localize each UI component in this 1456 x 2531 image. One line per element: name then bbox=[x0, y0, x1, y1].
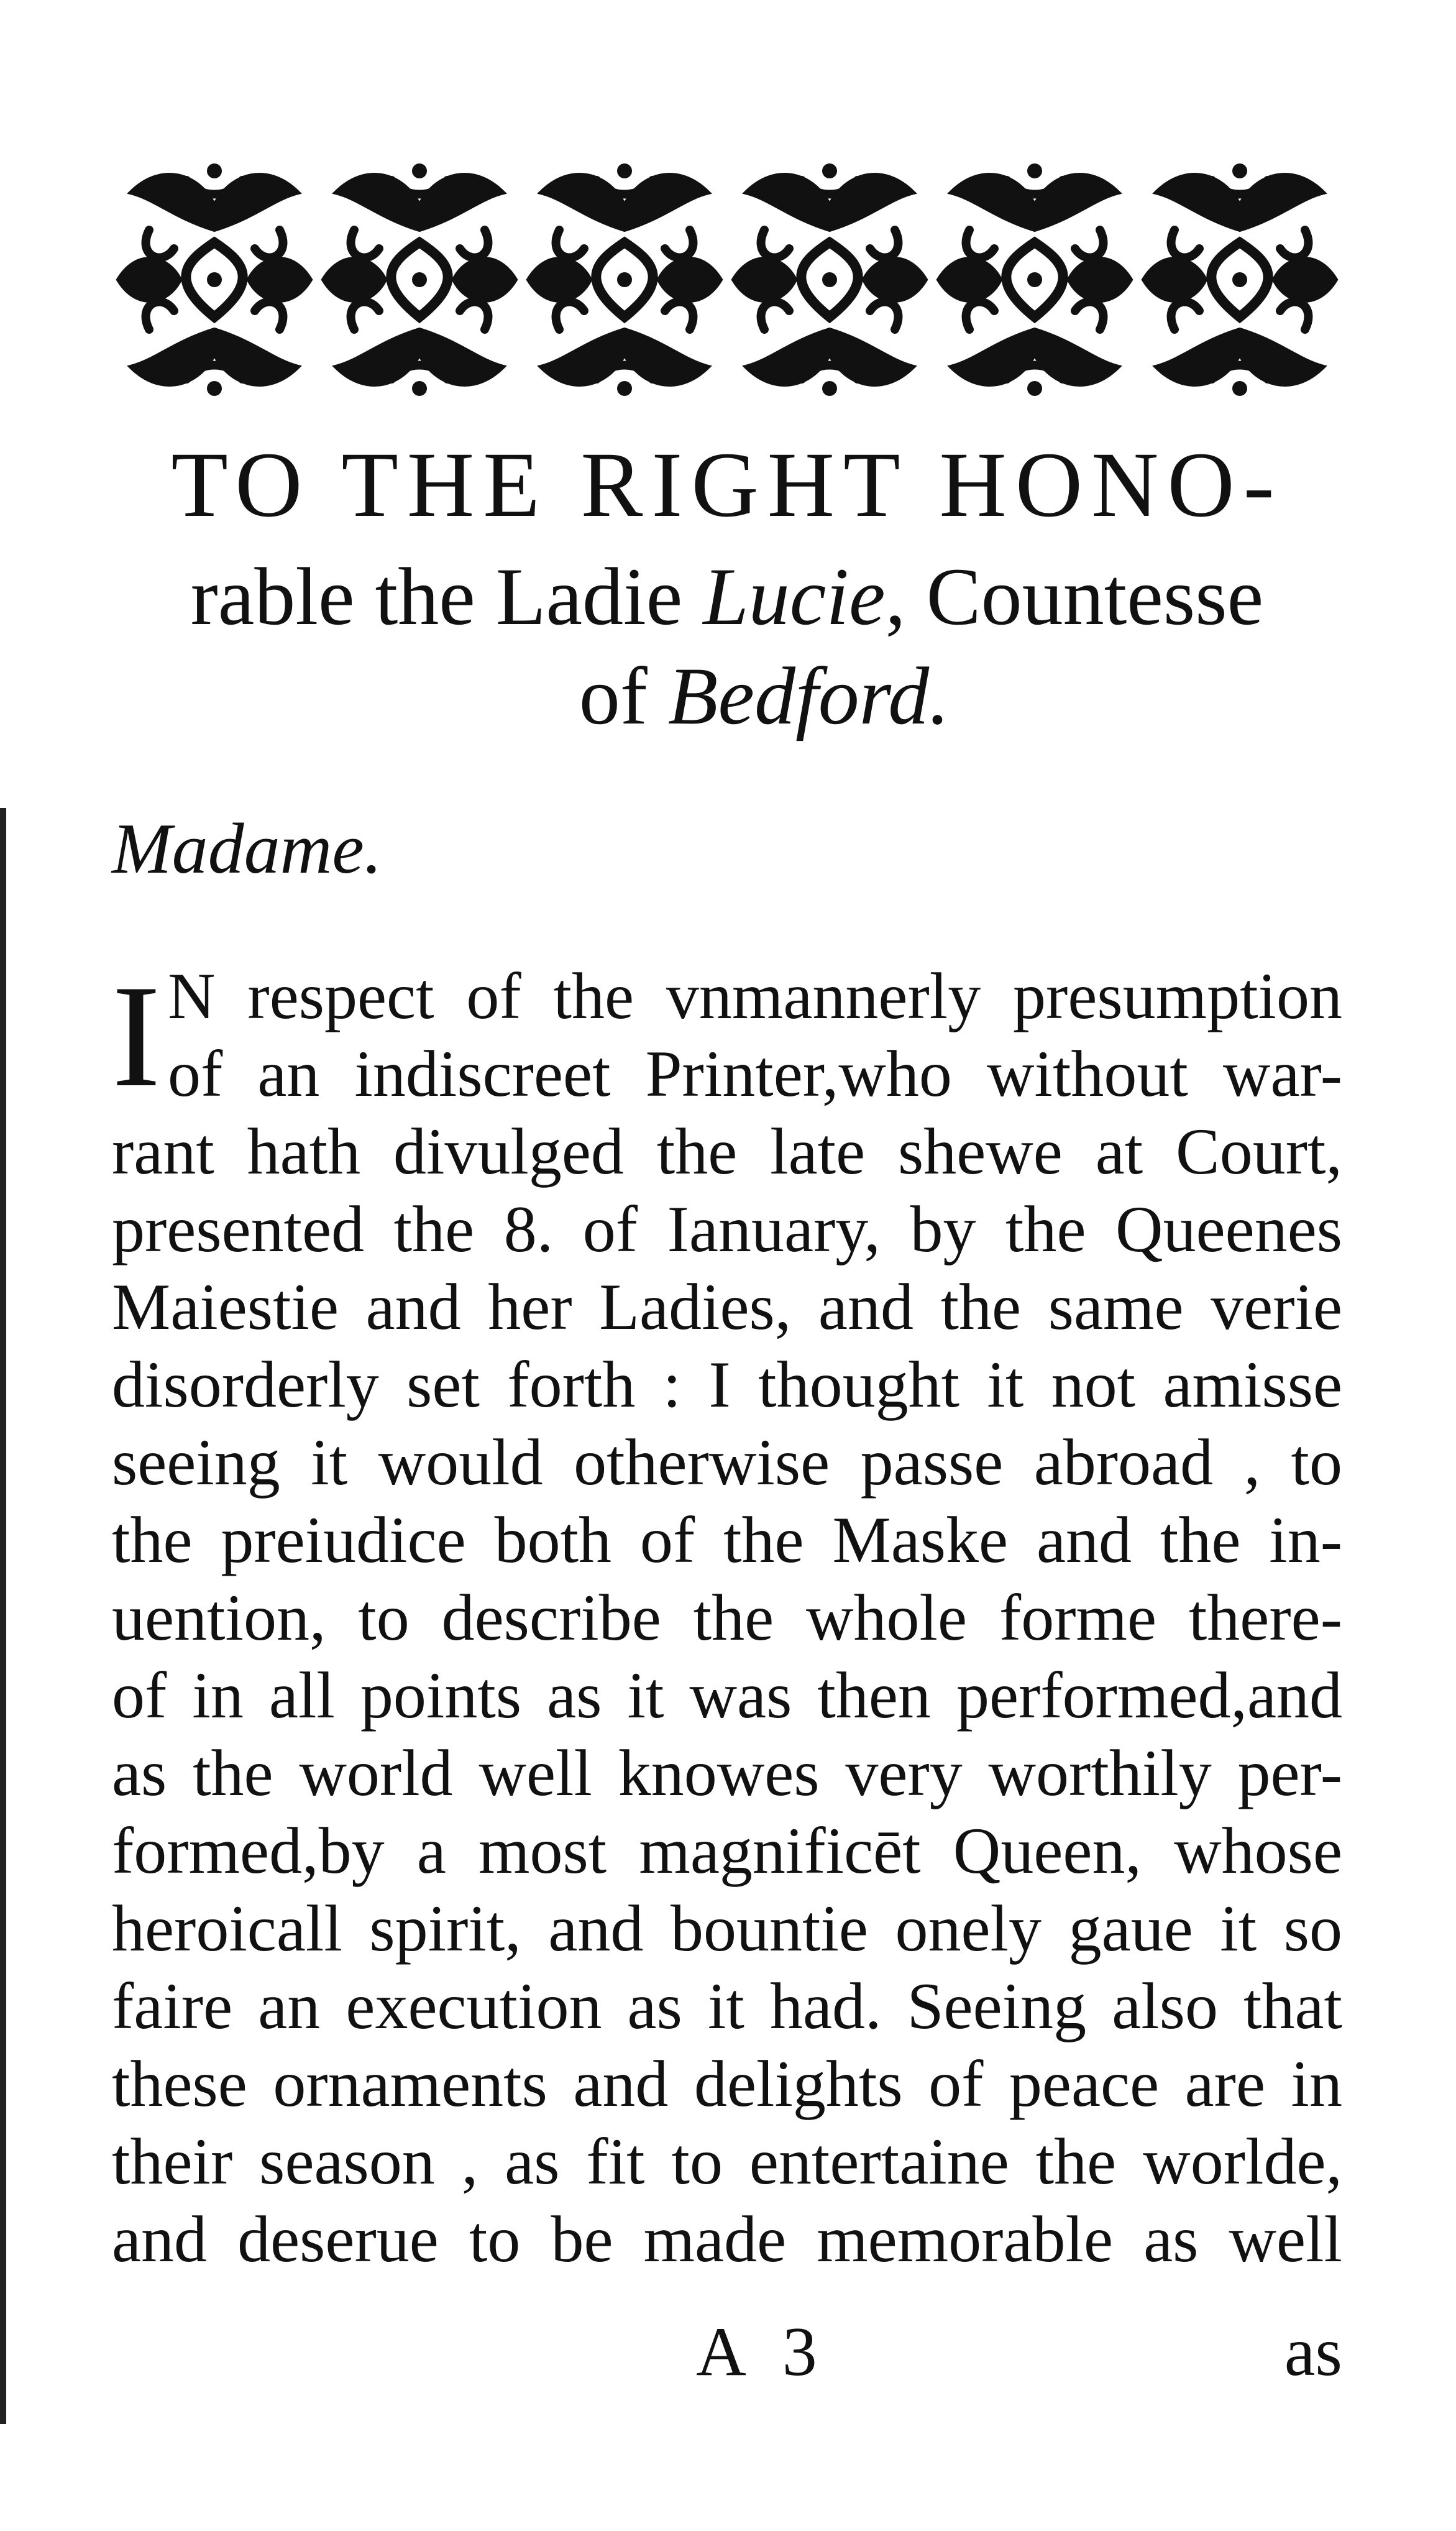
body-line: and deserue to be made memorable as well bbox=[112, 2203, 1342, 2276]
body-line: as the world well knowes very worthily per- bbox=[112, 1737, 1342, 1809]
body-line: these ornaments and delights of peace are in bbox=[112, 2047, 1342, 2120]
body-line: their season , as fit to entertaine the worlde, bbox=[112, 2125, 1342, 2198]
page-footer bbox=[112, 2312, 1342, 2399]
title-line-1: TO THE RIGHT HONO- bbox=[171, 433, 1283, 536]
signature-mark: A 3 bbox=[696, 2313, 828, 2391]
body-line: rant hath divulged the late shewe at Court, bbox=[112, 1115, 1342, 1188]
ornament-tile bbox=[118, 163, 311, 396]
body-line: of an indiscreet Printer,who without war- bbox=[168, 1037, 1342, 1110]
body-line: Maiestie and her Ladies, and the same verie bbox=[112, 1270, 1342, 1343]
body-line: the preiudice both of the Maske and the in- bbox=[112, 1504, 1342, 1576]
ornament-tile bbox=[733, 163, 926, 396]
dedicatee-place: Bedford. bbox=[667, 650, 950, 742]
ornament-tile bbox=[938, 163, 1131, 396]
decorative-headpiece-ornament bbox=[112, 155, 1342, 404]
dedication-title bbox=[112, 429, 1342, 746]
body-line: seeing it would otherwise passe abroad , to bbox=[112, 1426, 1342, 1499]
title-line-2-suffix: , Countesse bbox=[885, 551, 1264, 642]
body-line: disorderly set forth : I thought it not amisse bbox=[112, 1348, 1342, 1421]
body-line: of in all points as it was then performed,and bbox=[112, 1659, 1342, 1732]
catchword: as bbox=[1284, 2313, 1342, 2391]
body-line: uention, to describe the whole forme there- bbox=[112, 1581, 1342, 1654]
body-line: N respect of the vnmannerly presumption bbox=[168, 960, 1342, 1032]
title-line-2 bbox=[112, 547, 1342, 646]
dedication-body bbox=[112, 957, 1342, 2278]
page-binding-edge bbox=[0, 808, 6, 2424]
title-line-3-prefix: of bbox=[579, 650, 668, 742]
drop-cap: I bbox=[112, 955, 161, 1118]
dedicatee-name: Lucie bbox=[703, 551, 886, 642]
body-line: heroicall spirit, and bountie onely gaue it so bbox=[112, 1892, 1342, 1965]
body-line: presented the 8. of Ianuary, by the Queenes bbox=[112, 1193, 1342, 1266]
salutation: Madame. bbox=[112, 809, 382, 889]
ornament-tile bbox=[1143, 163, 1336, 396]
title-line-3 bbox=[112, 646, 1342, 746]
ornament-tile bbox=[528, 163, 721, 396]
body-line: faire an execution as it had. Seeing also that bbox=[112, 1970, 1342, 2042]
ornament-tile bbox=[323, 163, 516, 396]
title-line-2-prefix: rable the Ladie bbox=[190, 551, 703, 642]
body-lines bbox=[112, 957, 1342, 2278]
body-line: formed,by a most magnificēt Queen, whose bbox=[112, 1814, 1342, 1887]
